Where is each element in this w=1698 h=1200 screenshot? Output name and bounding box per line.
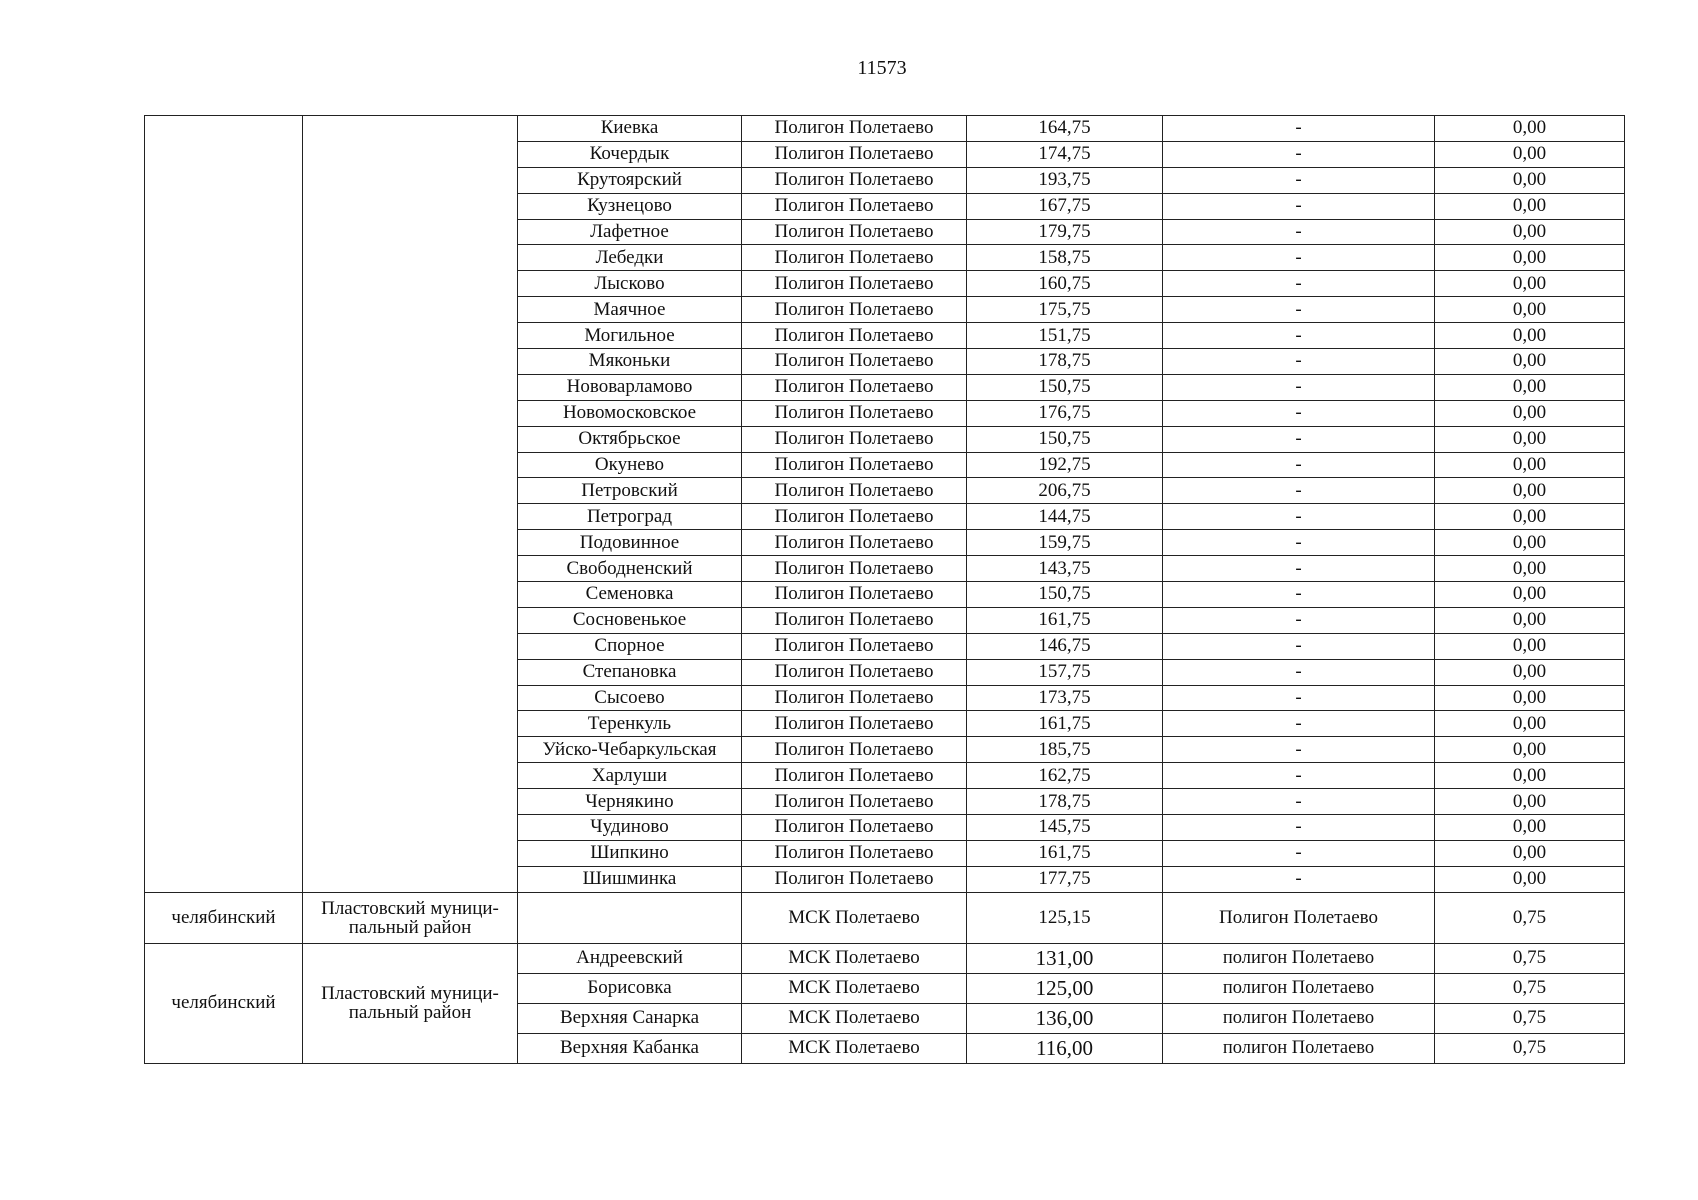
tariff-cell: 0,75 [1435,892,1625,943]
settlement-cell: Кузнецово [518,193,742,219]
tariff-cell: 0,00 [1435,426,1625,452]
tariff-cell: 0,00 [1435,297,1625,323]
facility-cell: Полигон Полетаево [742,219,967,245]
table-row [145,943,1625,973]
settlement-cell: Мяконьки [518,349,742,375]
tariff-cell: 0,00 [1435,116,1625,142]
transfer-cell: - [1163,737,1435,763]
settlement-cell: Верхняя Кабанка [518,1033,742,1063]
distance-cell: 161,75 [967,840,1163,866]
settlement-cell: Степановка [518,659,742,685]
table-row [145,116,1625,142]
distance-cell: 159,75 [967,530,1163,556]
distance-cell: 174,75 [967,141,1163,167]
settlement-cell: Андреевский [518,943,742,973]
tariff-cell: 0,00 [1435,245,1625,271]
district-cell: Пластовский муници- пальный район [303,892,518,943]
transfer-cell: - [1163,349,1435,375]
facility-cell: Полигон Полетаево [742,633,967,659]
facility-cell: Полигон Полетаево [742,271,967,297]
transfer-cell: - [1163,374,1435,400]
transfer-cell: - [1163,167,1435,193]
facility-cell: Полигон Полетаево [742,711,967,737]
transfer-cell: - [1163,607,1435,633]
transfer-cell: полигон Полетаево [1163,973,1435,1003]
transfer-cell: - [1163,141,1435,167]
transfer-cell: - [1163,323,1435,349]
distance-cell: 125,15 [967,892,1163,943]
facility-cell: Полигон Полетаево [742,840,967,866]
tariff-cell: 0,75 [1435,943,1625,973]
tariff-cell: 0,00 [1435,685,1625,711]
transfer-cell: - [1163,685,1435,711]
settlement-cell: Кочердык [518,141,742,167]
distance-cell: 164,75 [967,116,1163,142]
district-cell: Пластовский муници- пальный район [303,943,518,1063]
settlement-cell: Свободненский [518,556,742,582]
tariff-cell: 0,00 [1435,452,1625,478]
tariff-cell: 0,00 [1435,582,1625,608]
settlement-cell [518,892,742,943]
transfer-cell: - [1163,866,1435,892]
transfer-cell: - [1163,271,1435,297]
facility-cell: Полигон Полетаево [742,452,967,478]
distance-cell: 157,75 [967,659,1163,685]
distance-cell: 151,75 [967,323,1163,349]
transfer-cell: полигон Полетаево [1163,943,1435,973]
transfer-cell: - [1163,400,1435,426]
facility-cell: Полигон Полетаево [742,685,967,711]
tariff-cell: 0,00 [1435,504,1625,530]
distance-cell: 144,75 [967,504,1163,530]
distance-cell: 116,00 [967,1033,1163,1063]
settlement-cell: Шипкино [518,840,742,866]
settlement-cell: Чудиново [518,815,742,841]
transfer-cell: - [1163,763,1435,789]
settlement-cell: Крутоярский [518,167,742,193]
transfer-cell: Полигон Полетаево [1163,892,1435,943]
facility-cell: Полигон Полетаево [742,297,967,323]
facility-cell: Полигон Полетаево [742,478,967,504]
facility-cell: Полигон Полетаево [742,245,967,271]
settlement-cell: Теренкуль [518,711,742,737]
facility-cell: Полигон Полетаево [742,659,967,685]
facility-cell: Полигон Полетаево [742,504,967,530]
tariff-cell: 0,00 [1435,400,1625,426]
tariff-table [144,115,1625,1064]
distance-cell: 161,75 [967,607,1163,633]
settlement-cell: Семеновка [518,582,742,608]
tariff-cell: 0,00 [1435,141,1625,167]
tariff-cell: 0,00 [1435,556,1625,582]
settlement-cell: Харлуши [518,763,742,789]
facility-cell: Полигон Полетаево [742,737,967,763]
facility-cell: Полигон Полетаево [742,193,967,219]
distance-cell: 179,75 [967,219,1163,245]
tariff-cell: 0,00 [1435,633,1625,659]
transfer-cell: - [1163,452,1435,478]
tariff-cell: 0,00 [1435,349,1625,375]
transfer-cell: - [1163,193,1435,219]
facility-cell: Полигон Полетаево [742,349,967,375]
tariff-cell: 0,00 [1435,763,1625,789]
distance-cell: 178,75 [967,789,1163,815]
tariff-cell: 0,75 [1435,973,1625,1003]
distance-cell: 176,75 [967,400,1163,426]
settlement-cell: Уйско-Чебаркульская [518,737,742,763]
table-row [145,892,1625,943]
transfer-cell: - [1163,582,1435,608]
transfer-cell: - [1163,530,1435,556]
facility-cell: Полигон Полетаево [742,374,967,400]
distance-cell: 173,75 [967,685,1163,711]
facility-cell: Полигон Полетаево [742,323,967,349]
tariff-cell: 0,00 [1435,530,1625,556]
facility-cell: Полигон Полетаево [742,763,967,789]
zone-cell: челябинский [145,892,303,943]
settlement-cell: Чернякино [518,789,742,815]
transfer-cell: - [1163,815,1435,841]
tariff-cell: 0,00 [1435,219,1625,245]
transfer-cell: - [1163,659,1435,685]
district-cell [303,116,518,893]
tariff-cell: 0,00 [1435,840,1625,866]
transfer-cell: полигон Полетаево [1163,1033,1435,1063]
settlement-cell: Лафетное [518,219,742,245]
tariff-cell: 0,75 [1435,1033,1625,1063]
distance-cell: 136,00 [967,1003,1163,1033]
table-body [145,116,1625,1064]
tariff-cell: 0,00 [1435,815,1625,841]
facility-cell: Полигон Полетаево [742,866,967,892]
settlement-cell: Подовинное [518,530,742,556]
distance-cell: 150,75 [967,426,1163,452]
facility-cell: Полигон Полетаево [742,789,967,815]
transfer-cell: - [1163,556,1435,582]
tariff-cell: 0,00 [1435,789,1625,815]
tariff-cell: 0,00 [1435,374,1625,400]
distance-cell: 192,75 [967,452,1163,478]
settlement-cell: Спорное [518,633,742,659]
distance-cell: 150,75 [967,582,1163,608]
settlement-cell: Сосновенькое [518,607,742,633]
transfer-cell: - [1163,219,1435,245]
settlement-cell: Петровский [518,478,742,504]
transfer-cell: - [1163,840,1435,866]
distance-cell: 185,75 [967,737,1163,763]
settlement-cell: Лысково [518,271,742,297]
distance-cell: 193,75 [967,167,1163,193]
distance-cell: 160,75 [967,271,1163,297]
settlement-cell: Петроград [518,504,742,530]
transfer-cell: - [1163,297,1435,323]
facility-cell: Полигон Полетаево [742,815,967,841]
distance-cell: 206,75 [967,478,1163,504]
distance-cell: 161,75 [967,711,1163,737]
distance-cell: 150,75 [967,374,1163,400]
tariff-cell: 0,00 [1435,323,1625,349]
facility-cell: Полигон Полетаево [742,400,967,426]
facility-cell: Полигон Полетаево [742,556,967,582]
settlement-cell: Сысоево [518,685,742,711]
tariff-cell: 0,00 [1435,271,1625,297]
settlement-cell: Нововарламово [518,374,742,400]
settlement-cell: Лебедки [518,245,742,271]
transfer-cell: - [1163,116,1435,142]
settlement-cell: Октябрьское [518,426,742,452]
facility-cell: Полигон Полетаево [742,607,967,633]
distance-cell: 131,00 [967,943,1163,973]
distance-cell: 125,00 [967,973,1163,1003]
distance-cell: 175,75 [967,297,1163,323]
distance-cell: 145,75 [967,815,1163,841]
settlement-cell: Маячное [518,297,742,323]
tariff-cell: 0,00 [1435,478,1625,504]
distance-cell: 167,75 [967,193,1163,219]
distance-cell: 158,75 [967,245,1163,271]
facility-cell: Полигон Полетаево [742,116,967,142]
settlement-cell: Борисовка [518,973,742,1003]
settlement-cell: Окунево [518,452,742,478]
tariff-cell: 0,00 [1435,866,1625,892]
transfer-cell: - [1163,504,1435,530]
distance-cell: 177,75 [967,866,1163,892]
facility-cell: Полигон Полетаево [742,426,967,452]
settlement-cell: Верхняя Санарка [518,1003,742,1033]
settlement-cell: Шишминка [518,866,742,892]
facility-cell: Полигон Полетаево [742,141,967,167]
transfer-cell: - [1163,245,1435,271]
distance-cell: 162,75 [967,763,1163,789]
tariff-cell: 0,00 [1435,607,1625,633]
transfer-cell: - [1163,789,1435,815]
distance-cell: 146,75 [967,633,1163,659]
transfer-cell: полигон Полетаево [1163,1003,1435,1033]
distance-cell: 178,75 [967,349,1163,375]
facility-cell: Полигон Полетаево [742,530,967,556]
facility-cell: МСК Полетаево [742,973,967,1003]
transfer-cell: - [1163,633,1435,659]
zone-cell: челябинский [145,943,303,1063]
facility-cell: Полигон Полетаево [742,582,967,608]
tariff-cell: 0,00 [1435,737,1625,763]
page-number: 11573 [857,57,907,79]
facility-cell: МСК Полетаево [742,1003,967,1033]
facility-cell: МСК Полетаево [742,943,967,973]
distance-cell: 143,75 [967,556,1163,582]
tariff-cell: 0,00 [1435,711,1625,737]
settlement-cell: Киевка [518,116,742,142]
facility-cell: Полигон Полетаево [742,167,967,193]
zone-cell [145,116,303,893]
facility-cell: МСК Полетаево [742,892,967,943]
facility-cell: МСК Полетаево [742,1033,967,1063]
transfer-cell: - [1163,478,1435,504]
transfer-cell: - [1163,426,1435,452]
settlement-cell: Могильное [518,323,742,349]
transfer-cell: - [1163,711,1435,737]
tariff-cell: 0,00 [1435,193,1625,219]
tariff-cell: 0,00 [1435,659,1625,685]
tariff-cell: 0,00 [1435,167,1625,193]
settlement-cell: Новомосковское [518,400,742,426]
tariff-cell: 0,75 [1435,1003,1625,1033]
